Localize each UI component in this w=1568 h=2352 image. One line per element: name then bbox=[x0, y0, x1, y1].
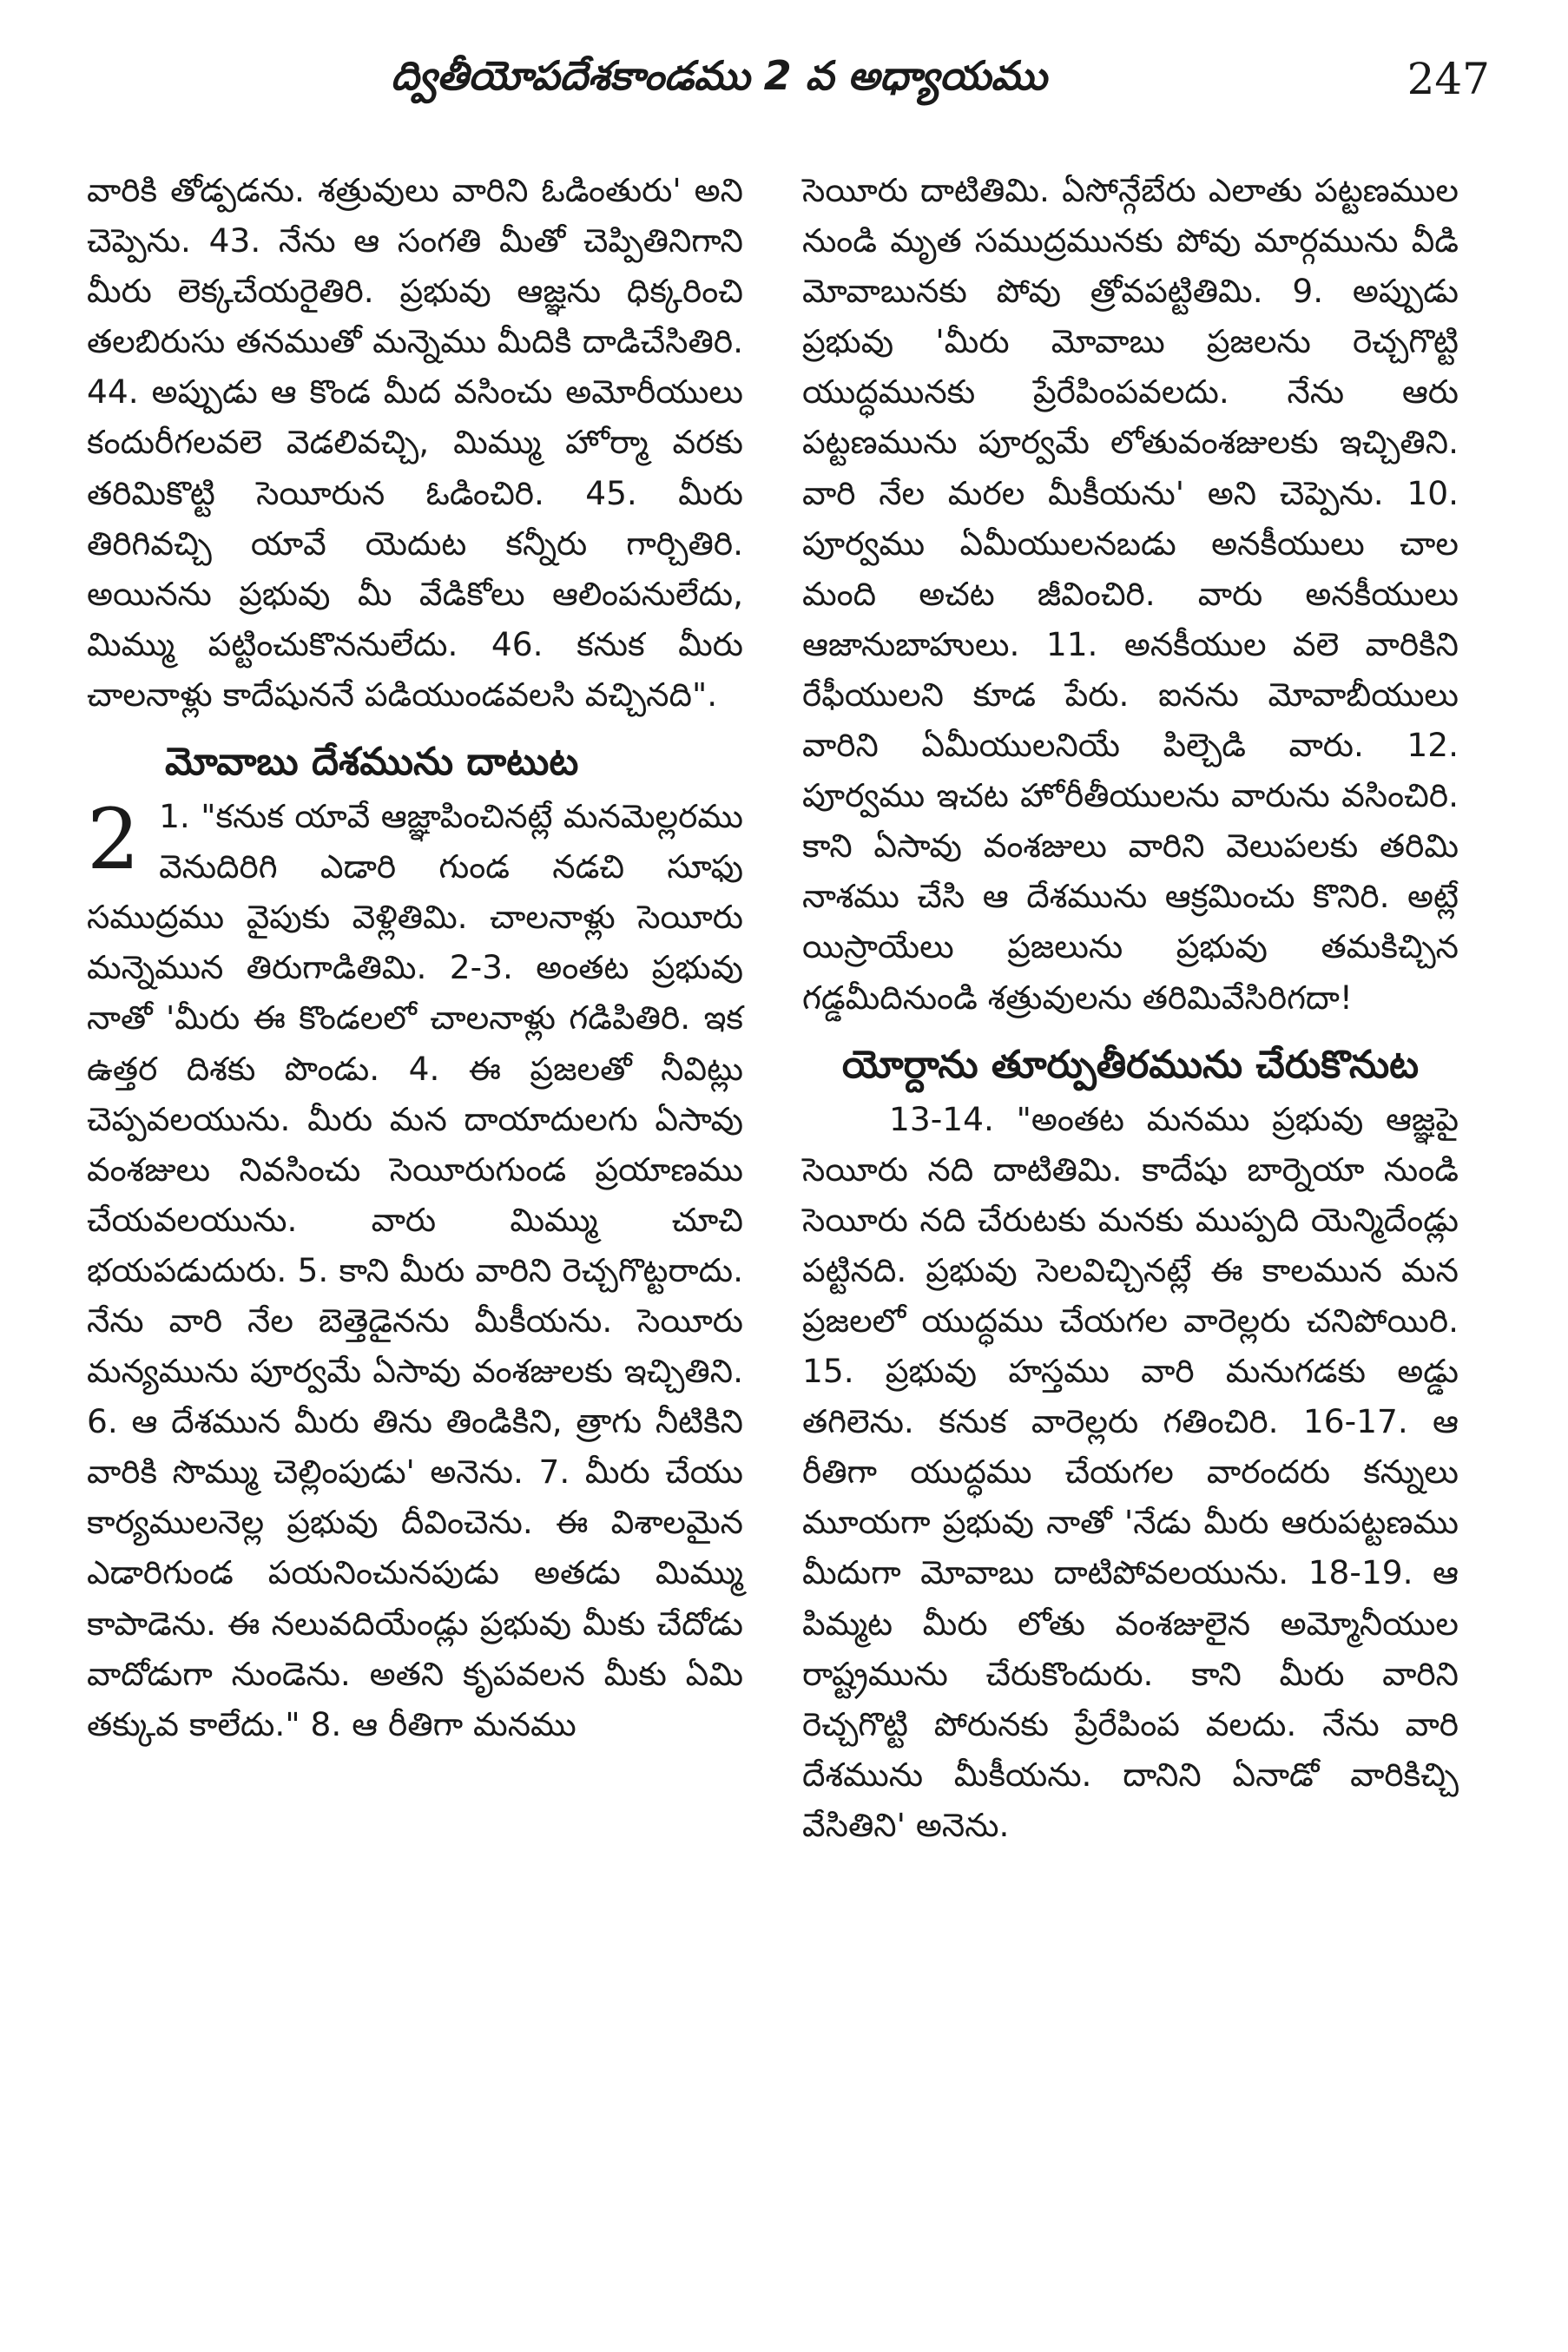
running-header bbox=[78, 45, 1490, 115]
chapter-paragraph: 1. "కనుక యావే ఆజ్ఞాపించినట్లే మనమెల్లరము వెనుదిరిగి ఎడారి గుండ నడచి సూఫు సముద్రము వైపుకు వెళ్లితిమి. చాలనాళ్లు సెయీరు మన్నెమున తిరుగాడితిమి. 2-3. అంతట ప్రభువు నాతో 'మీరు ఈ కొండలలో చాలనాళ్లు గడిపితిరి. ఇక ఉత్తర దిశకు పొండు. 4. ఈ ప్రజలతో నీవిట్లు చెప్పవలయును. మీరు మన దాయాదులగు ఏసావు వంశజులు నివసించు సెయీరుగుండ ప్రయాణము చేయవలయును. వారు మిమ్ము చూచి భయపడుదురు. 5. కాని మీరు వారిని రెచ్చగొట్టరాదు. నేను వారి నేల బెత్తెడైనను మీకీయను. సెయీరు మన్యమును పూర్వమే ఏసావు వంశజులకు ఇచ్చితిని. 6. ఆ దేశమున మీరు తిను తిండికిని, త్రాగు నీటికిని వారికి సొమ్ము చెల్లింపుడు' అనెను. 7. మీరు చేయు కార్యములనెల్ల ప్రభువు దీవించెను. ఈ విశాలమైన ఎడారిగుండ పయనించునపుడు అతడు మిమ్ము కాపాడెను. ఈ నలువదియేండ్లు ప్రభువు మీకు చేదోడు వాదోడుగా నుండెను. అతని కృపవలన మీకు ఏమి తక్కువ కాలేదు." 8. ఆ రీతిగా మనము bbox=[87, 797, 743, 1743]
right-column bbox=[802, 165, 1459, 1850]
right-paragraph-2: 13-14. "అంతట మనము ప్రభువు ఆజ్ఞపై సెయీరు నది దాటితిమి. కాదేషు బార్నెయా నుండి సెయీరు నది చేరుటకు మనకు ముప్పది యెన్మిదేండ్లు పట్టినది. ప్రభువు సెలవిచ్చినట్లే ఈ కాలమున మన ప్రజలలో యుద్ధము చేయగల వారెల్లరు చనిపోయిరి. 15. ప్రభువు హస్తము వారి మనుగడకు అడ్డు తగిలెను. కనుక వారెల్లరు గతించిరి. 16-17. ఆ రీతిగా యుద్ధము చేయగల వారందరు కన్నులు మూయగా ప్రభువు నాతో 'నేడు మీరు ఆరుపట్టణము మీదుగా మోవాబు దాటిపోవలయును. 18-19. ఆ పిమ్మట మీరు లోతు వంశజులైన అమ్మోనీయుల రాష్ట్రమును చేరుకొందురు. కాని మీరు వారిని రెచ్చగొట్టి పోరునకు ప్రేరేపింప వలదు. నేను వారి దేశమును మీకీయను. దానిని ఏనాడో వారికిచ్చి వేసితిని' అనెను. bbox=[802, 1099, 1459, 1844]
left-column bbox=[87, 165, 743, 1749]
page-number: 247 bbox=[1407, 54, 1490, 104]
right-paragraph-1: సెయీరు దాటితిమి. ఏసోన్గేబేరు ఎలాతు పట్టణముల నుండి మృత సముద్రమునకు పోవు మార్గమును వీడి మోవాబునకు పోవు త్రోవపట్టితిమి. 9. అప్పుడు ప్రభువు 'మీరు మోవాబు ప్రజలను రెచ్చగొట్టి యుద్ధమునకు ప్రేరేపింపవలదు. నేను ఆరు పట్టణమును పూర్వమే లోతువంశజులకు ఇచ్చితిని. వారి నేల మరల మీకీయను' అని చెప్పెను. 10. పూర్వము ఏమీయులనబడు అనకీయులు చాల మంది అచట జీవించిరి. వారు అనకీయులు ఆజానుబాహులు. 11. అనకీయుల వలె వారికిని రేఫీయులని కూడ పేరు. ఐనను మోవాబీయులు వారిని ఏమీయులనియే పిల్చెడి వారు. 12. పూర్వము ఇచట హోరీతీయులను వారును వసించిరి. కాని ఏసావు వంశజులు వారిని వెలుపలకు తరిమి నాశము చేసి ఆ దేశమును ఆక్రమించు కొనిరి. అట్లే యిస్రాయేలు ప్రజలును ప్రభువు తమకిచ్చిన గడ్డమీదినుండి శత్రువులను తరిమివేసిరిగదా! bbox=[802, 171, 1459, 1017]
intro-paragraph: వారికి తోడ్పడను. శత్రువులు వారిని ఓడింతురు' అని చెప్పెను. 43. నేను ఆ సంగతి మీతో చెప్పితినిగాని మీరు లెక్కచేయరైతిరి. ప్రభువు ఆజ్ఞను ధిక్కరించి తలబిరుసు తనముతో మన్నెము మీదికి దాడిచేసితిరి. 44. అప్పుడు ఆ కొండ మీద వసించు అమోరీయులు కందురీగలవలె వెడలివచ్చి, మిమ్ము హోర్మా వరకు తరిమికొట్టి సెయీరున ఓడించిరి. 45. మీరు తిరిగివచ్చి యావే యెదుట కన్నీరు గార్చితిరి. అయినను ప్రభువు మీ వేడికోలు ఆలింపనులేదు, మిమ్ము పట్టించుకొననులేదు. 46. కనుక మీరు చాలనాళ్లు కాదేషుననే పడియుండవలసి వచ్చినది". bbox=[87, 171, 743, 714]
section-heading-moab: మోవాబు దేశమును దాటుట bbox=[165, 740, 579, 785]
chapter-number: 2 bbox=[87, 791, 141, 889]
chapter-block bbox=[87, 791, 743, 1749]
chapter-title: ద్వితీయోపదేశకాండము 2 వ అధ్యాయము bbox=[391, 52, 1047, 99]
section-heading-jordan: యోర్దాను తూర్పుతీరమును చేరుకొనుట bbox=[841, 1042, 1420, 1087]
